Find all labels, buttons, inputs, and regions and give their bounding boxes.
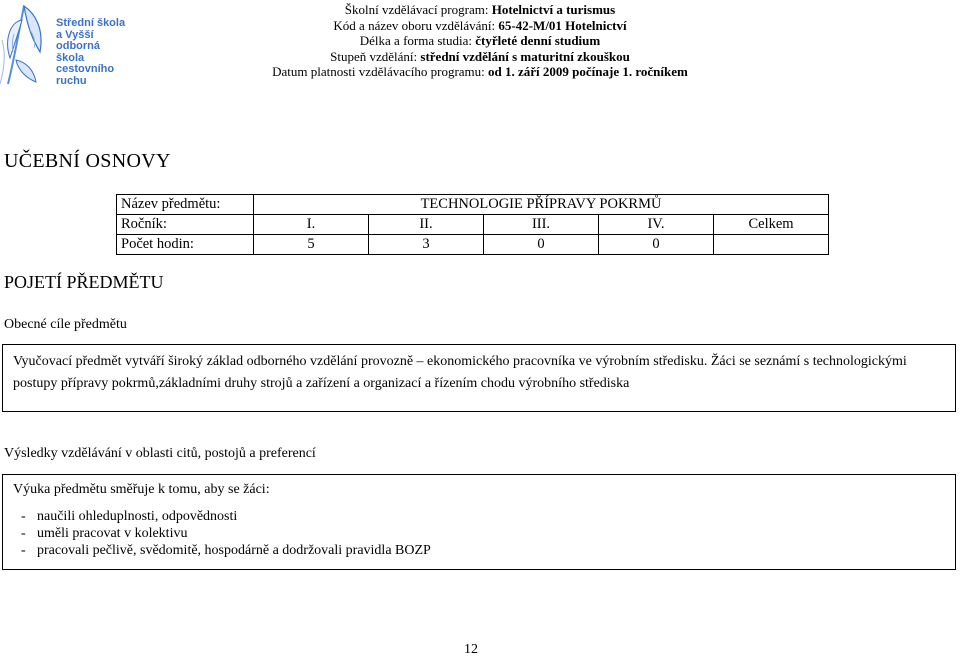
header-label: Školní vzdělávací program: [344,2,492,17]
header-line-length [200,33,760,49]
header-line-level [200,49,760,65]
header-line-code [200,18,760,34]
hours-cell: 0 [484,235,599,255]
header-label: Datum platnosti vzdělávacího programu: [272,64,489,79]
page-number: 12 [464,642,478,657]
list-item: - naučili ohleduplnosti, odpovědnosti [37,508,945,525]
subsection-title-results: Výsledky vzdělávání v oblasti citů, postojů a preferencí [4,446,316,461]
program-header [200,2,760,80]
goals-text: Vyučovací předmět vytváří široký základ odborného vzdělání provozně – ekonomického pracovníka ve výrobním středisku. Žáci se seznámí s technologickými postupy přípravy pokrmů,základními druhy strojů a zařízení a organizací a řízením chodu výrobního střediska [13,354,907,391]
school-logo [0,0,140,88]
header-value: Hotelnictví a turismus [491,2,616,17]
hours-cell: 5 [254,235,369,255]
year-cell: III. [484,215,599,235]
header-line-program [200,2,760,18]
year-cell: IV. [599,215,714,235]
results-intro: Výuka předmětu směřuje k tomu, aby se žáci: [13,482,270,497]
header-label: Kód a název oboru vzdělávání: [333,17,499,33]
header-value: čtyřleté denní studium [475,33,601,48]
year-cell: II. [369,215,484,235]
header-value: 65-42-M/01 Hotelnictví [498,17,627,33]
header-label: Délka a forma studia: [359,33,476,48]
table-row-name [117,195,829,215]
results-list [13,508,945,559]
hours-total-cell [714,235,829,255]
logo-line: ruchu [56,74,87,87]
goals-box [2,344,956,412]
logo-line: škola cestovního [56,51,115,75]
subject-table [116,194,829,255]
year-label: Ročník: [117,215,254,235]
header-value: od 1. září 2009 počínaje 1. ročníkem [488,64,688,79]
total-label: Celkem [714,215,829,235]
list-item: - pracovali pečlivě, svědomitě, hospodárně a dodržovali pravidla BOZP [37,542,945,559]
list-item: - uměli pracovat v kolektivu [37,525,945,542]
hours-cell: 3 [369,235,484,255]
hours-cell: 0 [599,235,714,255]
results-box [2,474,956,570]
header-line-validity [200,64,760,80]
table-row-years [117,215,829,235]
header-value: střední vzdělání s maturitní zkouškou [420,48,630,64]
logo-text [56,18,140,87]
logo-line: a Vyšší odborná [56,28,100,52]
subject-name-label: Název předmětu: [117,195,254,215]
logo-line: Střední škola [56,17,126,29]
header-label: Stupeň vzdělání: [330,48,421,64]
section-title-concept: POJETÍ PŘEDMĚTU [4,272,164,292]
page-title: UČEBNÍ OSNOVY [4,150,171,172]
hours-label: Počet hodin: [117,235,254,255]
subject-name-value: TECHNOLOGIE PŘÍPRAVY POKRMŮ [254,195,829,215]
year-cell: I. [254,215,369,235]
subsection-title-goals: Obecné cíle předmětu [4,317,127,332]
table-row-hours [117,235,829,255]
